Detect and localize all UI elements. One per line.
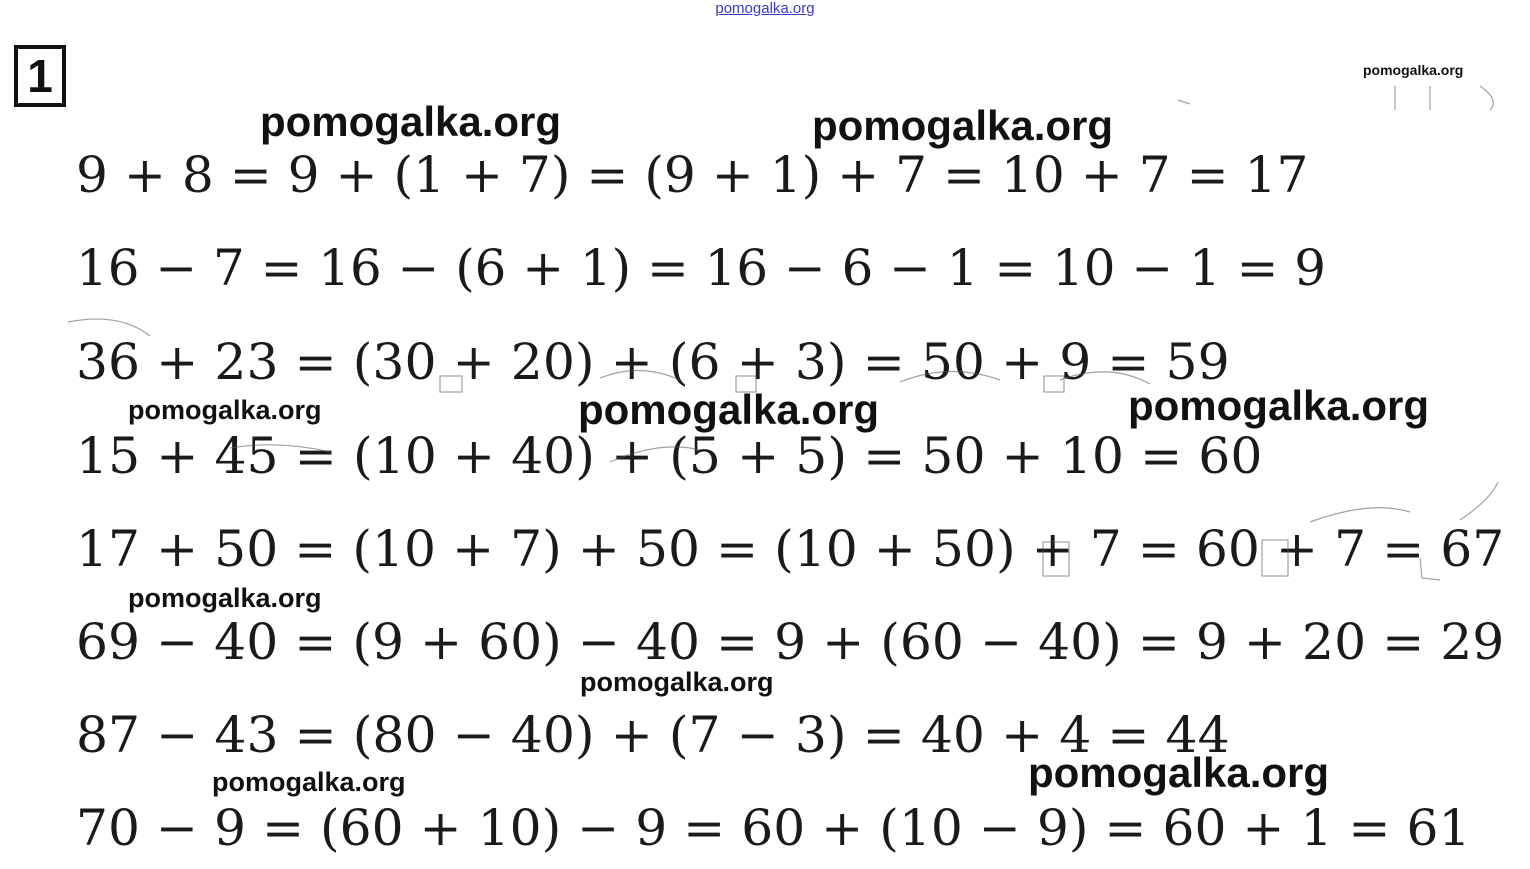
- watermark: pomogalka.org: [1363, 62, 1464, 78]
- equation-line: 15 + 45 = (10 + 40) + (5 + 5) = 50 + 10 = 60: [76, 427, 1263, 485]
- watermark: pomogalka.org: [1028, 749, 1330, 796]
- watermark: pomogalka.org: [578, 386, 880, 433]
- equation-line: 87 − 43 = (80 − 40) + (7 − 3) = 40 + 4 = 44: [76, 706, 1230, 764]
- watermark: pomogalka.org: [212, 767, 406, 797]
- equation-line: 36 + 23 = (30 + 20) + (6 + 3) = 50 + 9 = 59: [76, 333, 1230, 391]
- watermark: pomogalka.org: [812, 102, 1114, 149]
- watermark: pomogalka.org: [128, 395, 322, 425]
- watermark: pomogalka.org: [580, 667, 774, 697]
- equation-line: 9 + 8 = 9 + (1 + 7) = (9 + 1) + 7 = 10 + 7 = 17: [76, 146, 1309, 204]
- task-number-badge: 1: [14, 45, 66, 107]
- watermark: pomogalka.org: [260, 98, 562, 145]
- equation-line: 17 + 50 = (10 + 7) + 50 = (10 + 50) + 7 = 60 + 7 = 67: [76, 520, 1505, 578]
- site-link[interactable]: pomogalka.org: [715, 0, 815, 17]
- watermark: pomogalka.org: [128, 583, 322, 613]
- equation-line: 70 − 9 = (60 + 10) − 9 = 60 + (10 − 9) = 60 + 1 = 61: [76, 799, 1471, 857]
- equation-line: 16 − 7 = 16 − (6 + 1) = 16 − 6 − 1 = 10 − 1 = 9: [76, 239, 1327, 297]
- watermark: pomogalka.org: [1128, 382, 1430, 429]
- equation-line: 69 − 40 = (9 + 60) − 40 = 9 + (60 − 40) = 9 + 20 = 29: [76, 613, 1505, 671]
